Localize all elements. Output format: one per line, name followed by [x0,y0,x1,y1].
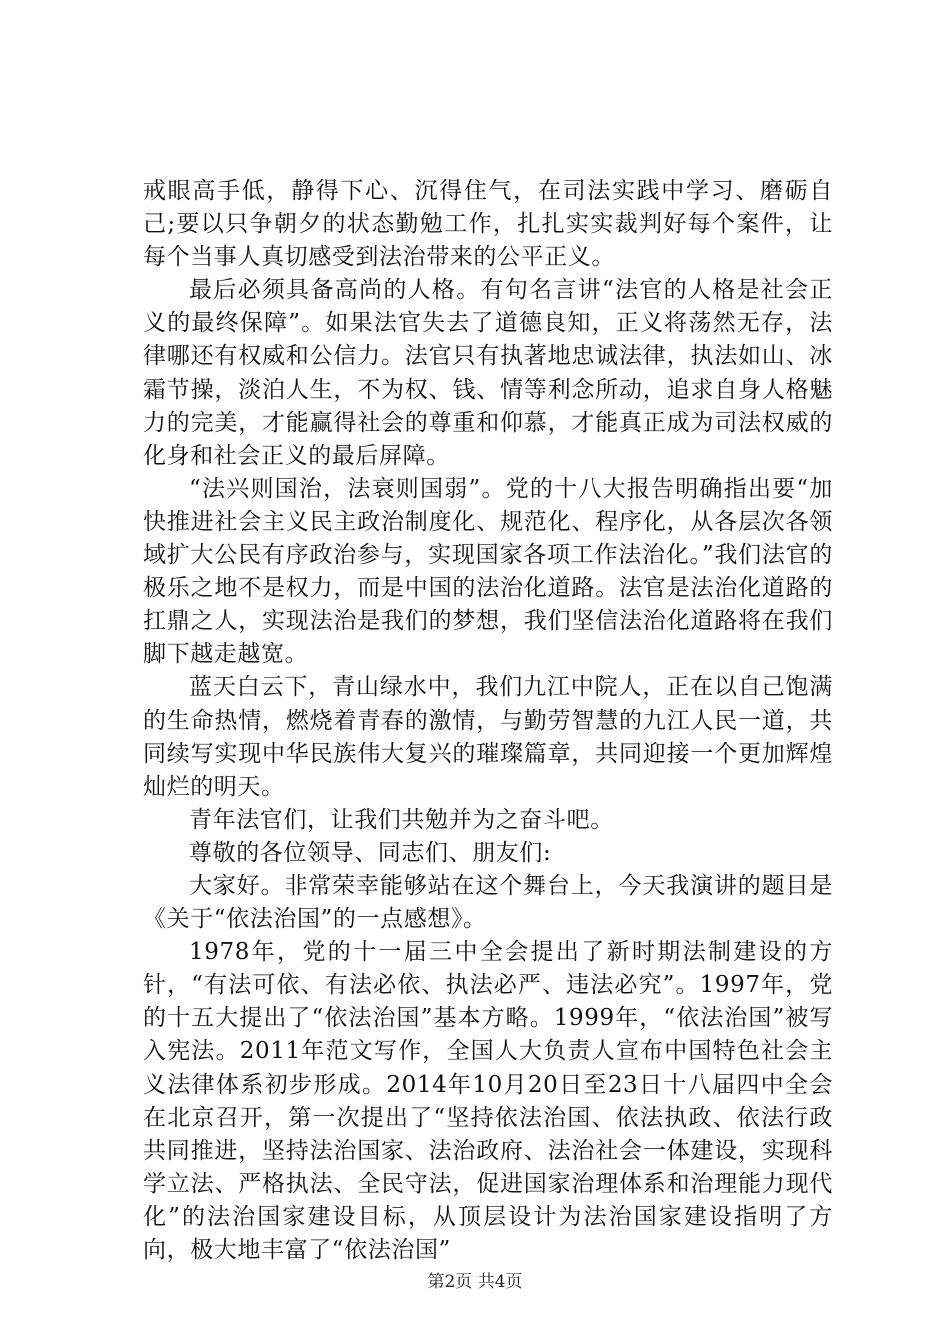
paragraph-rule-of-law-quote: “法兴则国治，法衰则国弱”。党的十八大报告明确指出要“加快推进社会主义民主政治制度化、规范化、程序化，从各层次各领域扩大公民有序政治参与，实现国家各项工作法治化。”我们法官的极乐之地不是权力，而是中国的法治化道路。法官是法治化道路的扛鼎之人，实现法治是我们的梦想，我们坚信法治化道路将在我们脚下越走越宽。 [143,475,833,668]
paragraph-jiujiang-court: 蓝天白云下，青山绿水中，我们九江中院人，正在以自己饱满的生命热情，燃烧着青春的激情，与勤劳智慧的九江人民一道，共同续写实现中华民族伟大复兴的璀璨篇章，共同迎接一个更加辉煌灿烂的明天。 [143,674,833,800]
paragraph-young-judges: 青年法官们，让我们共勉并为之奋斗吧。 [189,806,614,833]
document-body [143,175,833,1267]
paragraph-greeting: 大家好。非常荣幸能够站在这个舞台上，今天我演讲的题目是《关于“依法治国”的一点感想》。 [143,872,833,933]
paragraph-salutation: 尊敬的各位领导、同志们、朋友们: [189,839,552,866]
paragraph-noble-character: 最后必须具备高尚的人格。有句名言讲“法官的人格是社会正义的最终保障”。如果法官失去了道德良知，正义将荡然无存，法律哪还有权威和公信力。法官只有执著地忠诚法律，执法如山、冰霜节操，淡泊人生，不为权、钱、情等利念所动，追求自身人格魅力的完美，才能赢得社会的尊重和仰慕，才能真正成为司法权威的化身和社会正义的最后屏障。 [143,277,833,469]
paragraph-history: 1978年，党的十一届三中全会提出了新时期法制建设的方针，“有法可依、有法必依、执法必严、违法必究”。1997年，党的十五大提出了“依法治国”基本方略。1999年，“依法治国”被写入宪法。2011年范文写作，全国人大负责人宣布中国特色社会主义法律体系初步形成。2014年10月20日至23日十八届四中全会在北京召开，第一次提出了“坚持依法治国、依法执政、依法行政共同推进，坚持法治国家、法治政府、法治社会一体建设，实现科学立法、严格执法、全民守法，促进国家治理体系和治理能力现代化”的法治国家建设目标，从顶层设计为法治国家建设指明了方向，极大地丰富了“依法治国” [143,939,833,1263]
paragraph-continued: 戒眼高手低，静得下心、沉得住气，在司法实践中学习、磨砺自己;要以只争朝夕的状态勤勉工作，扎扎实实裁判好每个案件，让每个当事人真切感受到法治带来的公平正义。 [143,178,833,271]
page-number-footer: 第2页 共4页 [427,1272,523,1292]
